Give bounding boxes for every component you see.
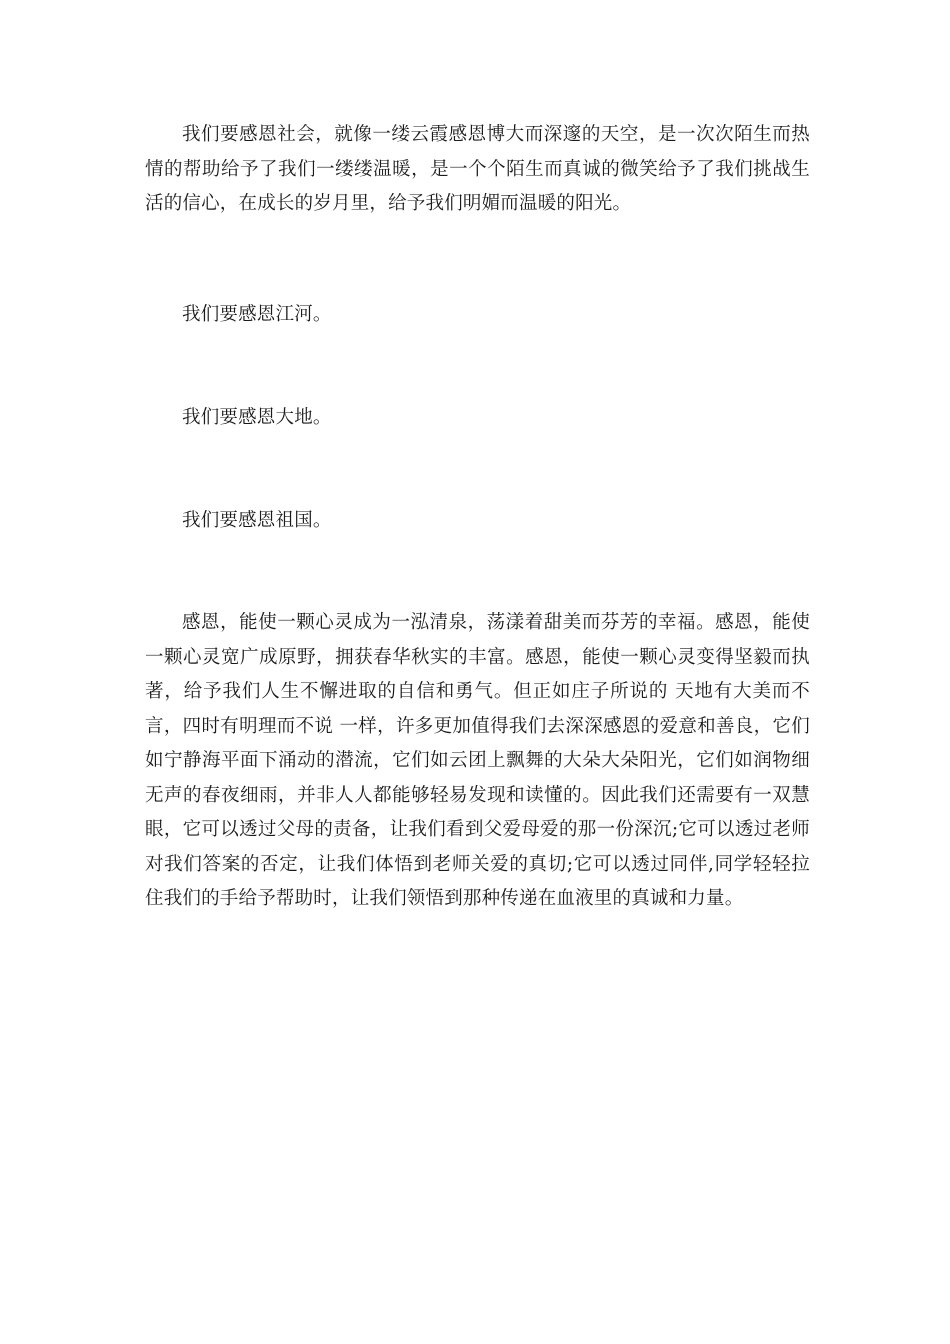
- paragraph-gratitude-rivers: 我们要感恩江河。: [182, 304, 332, 325]
- paragraph-gratitude-motherland: 我们要感恩祖国。: [182, 510, 332, 531]
- paragraph-gratitude-earth: 我们要感恩大地。: [182, 407, 332, 428]
- paragraph-gratitude-meaning: 感恩，能使一颗心灵成为一泓清泉，荡漾着甜美而芬芳的幸福。感恩，能使一颗心灵宽广成原野，拥获春华秋实的丰富。感恩，能使一颗心灵变得坚毅而执著，给予我们人生不懈进取的自信和勇气。但正如庄子所说的 天地有大美而不言，四时有明理而不说 一样，许多更加值得我们去深深感恩的爱意和善良，它们如宁静海平面下涌动的潜流，它们如云团上飘舞的大朵大朵阳光，它们如润物细无声的春夜细雨，并非人人都能够轻易发现和读懂的。因此我们还需要有一双慧眼，它可以透过父母的责备，让我们看到父爱母爱的那一份深沉;它可以透过老师对我们答案的否定，让我们体悟到老师关爱的真切;它可以透过同伴,同学轻轻拉住我们的手给予帮助时，让我们领悟到那种传递在血液里的真诚和力量。: [145, 612, 810, 909]
- paragraph-gratitude-society: 我们要感恩社会，就像一缕云霞感恩博大而深邃的天空，是一次次陌生而热情的帮助给予了我们一缕缕温暖，是一个个陌生而真诚的微笑给予了我们挑战生活的信心，在成长的岁月里，给予我们明媚而温暖的阳光。: [145, 124, 810, 214]
